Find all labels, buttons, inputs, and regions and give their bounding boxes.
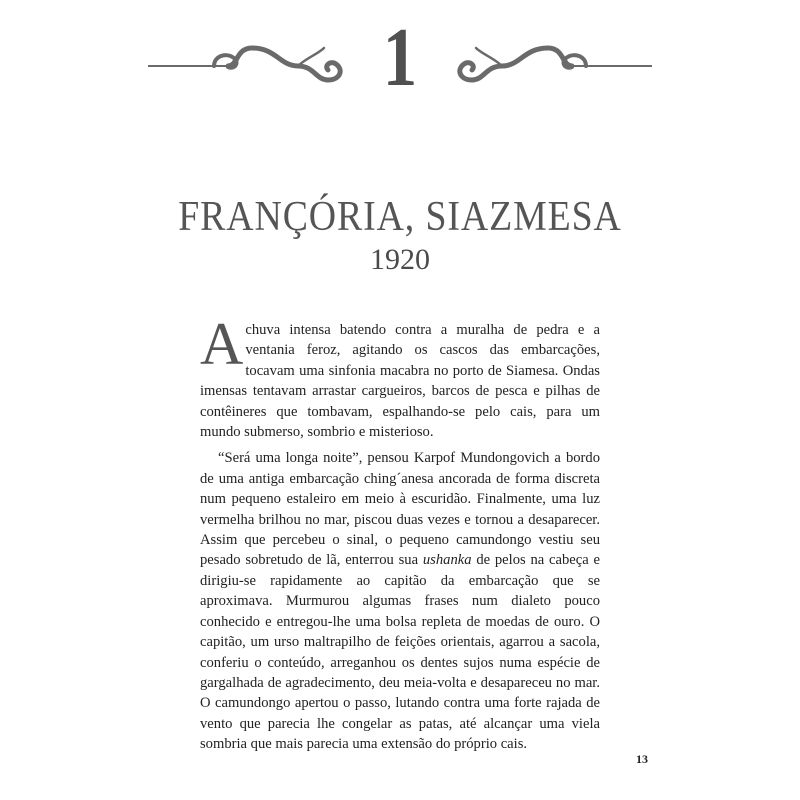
paragraph: [200, 448, 600, 754]
chapter-title: FRANÇÓRIA, SIAZMESA: [178, 194, 622, 240]
chapter-title-block: [0, 195, 800, 275]
paragraph: [200, 311, 600, 442]
italic-term: ushanka: [422, 552, 472, 569]
page-number: 13: [636, 752, 648, 766]
drop-cap: A: [200, 311, 244, 377]
chapter-body: [200, 311, 601, 755]
chapter-number: 1: [382, 11, 418, 104]
chapter-year: 1920: [370, 243, 430, 277]
paragraph-text: de pelos na cabeça e dirigiu-se rapidamente ao capitão da embarcação que se aproximava. Murmurou algumas frases num dialeto pouco conhecido e entregou-lhe uma bolsa repleta de moedas de ouro. O capitão, um urso maltrapilho de feições orientais, agarrou a sacola, conferiu o conteúdo, arreganhou os dentes sujos numa espécie de gargalhada de agradecimento, deu meia-volta e desapareceu no mar. O camundongo apertou o passo, lutando contra uma forte rajada de vento que parecia lhe congelar as patas, até alcançar uma viela sombria que mais parecia uma extensão do próprio cais.: [200, 552, 601, 753]
scroll-flourish-icon: [452, 36, 652, 92]
paragraph-text: “Será uma longa noite”, pensou Karpof Mundongovich a bordo de uma antiga embarcação ching´anesa ancorada de forma discreta num pequeno estaleiro em meio à escuridão. Finalmente, uma luz vermelha brilhou no mar, piscou duas vezes e tornou a desaparecer. Assim que percebeu o sinal, o pequeno camundongo vestiu seu pesado sobretudo de lã, enterrou sua: [200, 450, 600, 569]
paragraph-text: chuva intensa batendo contra a muralha de pedra e a ventania feroz, agitando os cascos das embarcações, tocavam uma sinfonia macabra no porto de Siamesa. Ondas imensas tentavam arrastar cargueiros, barcos de pesca e pilhas de contêineres que tombavam, espalhando-se pelo cais, para um mundo submerso, sombrio e misterioso.: [200, 322, 600, 441]
chapter-header: [140, 11, 660, 104]
